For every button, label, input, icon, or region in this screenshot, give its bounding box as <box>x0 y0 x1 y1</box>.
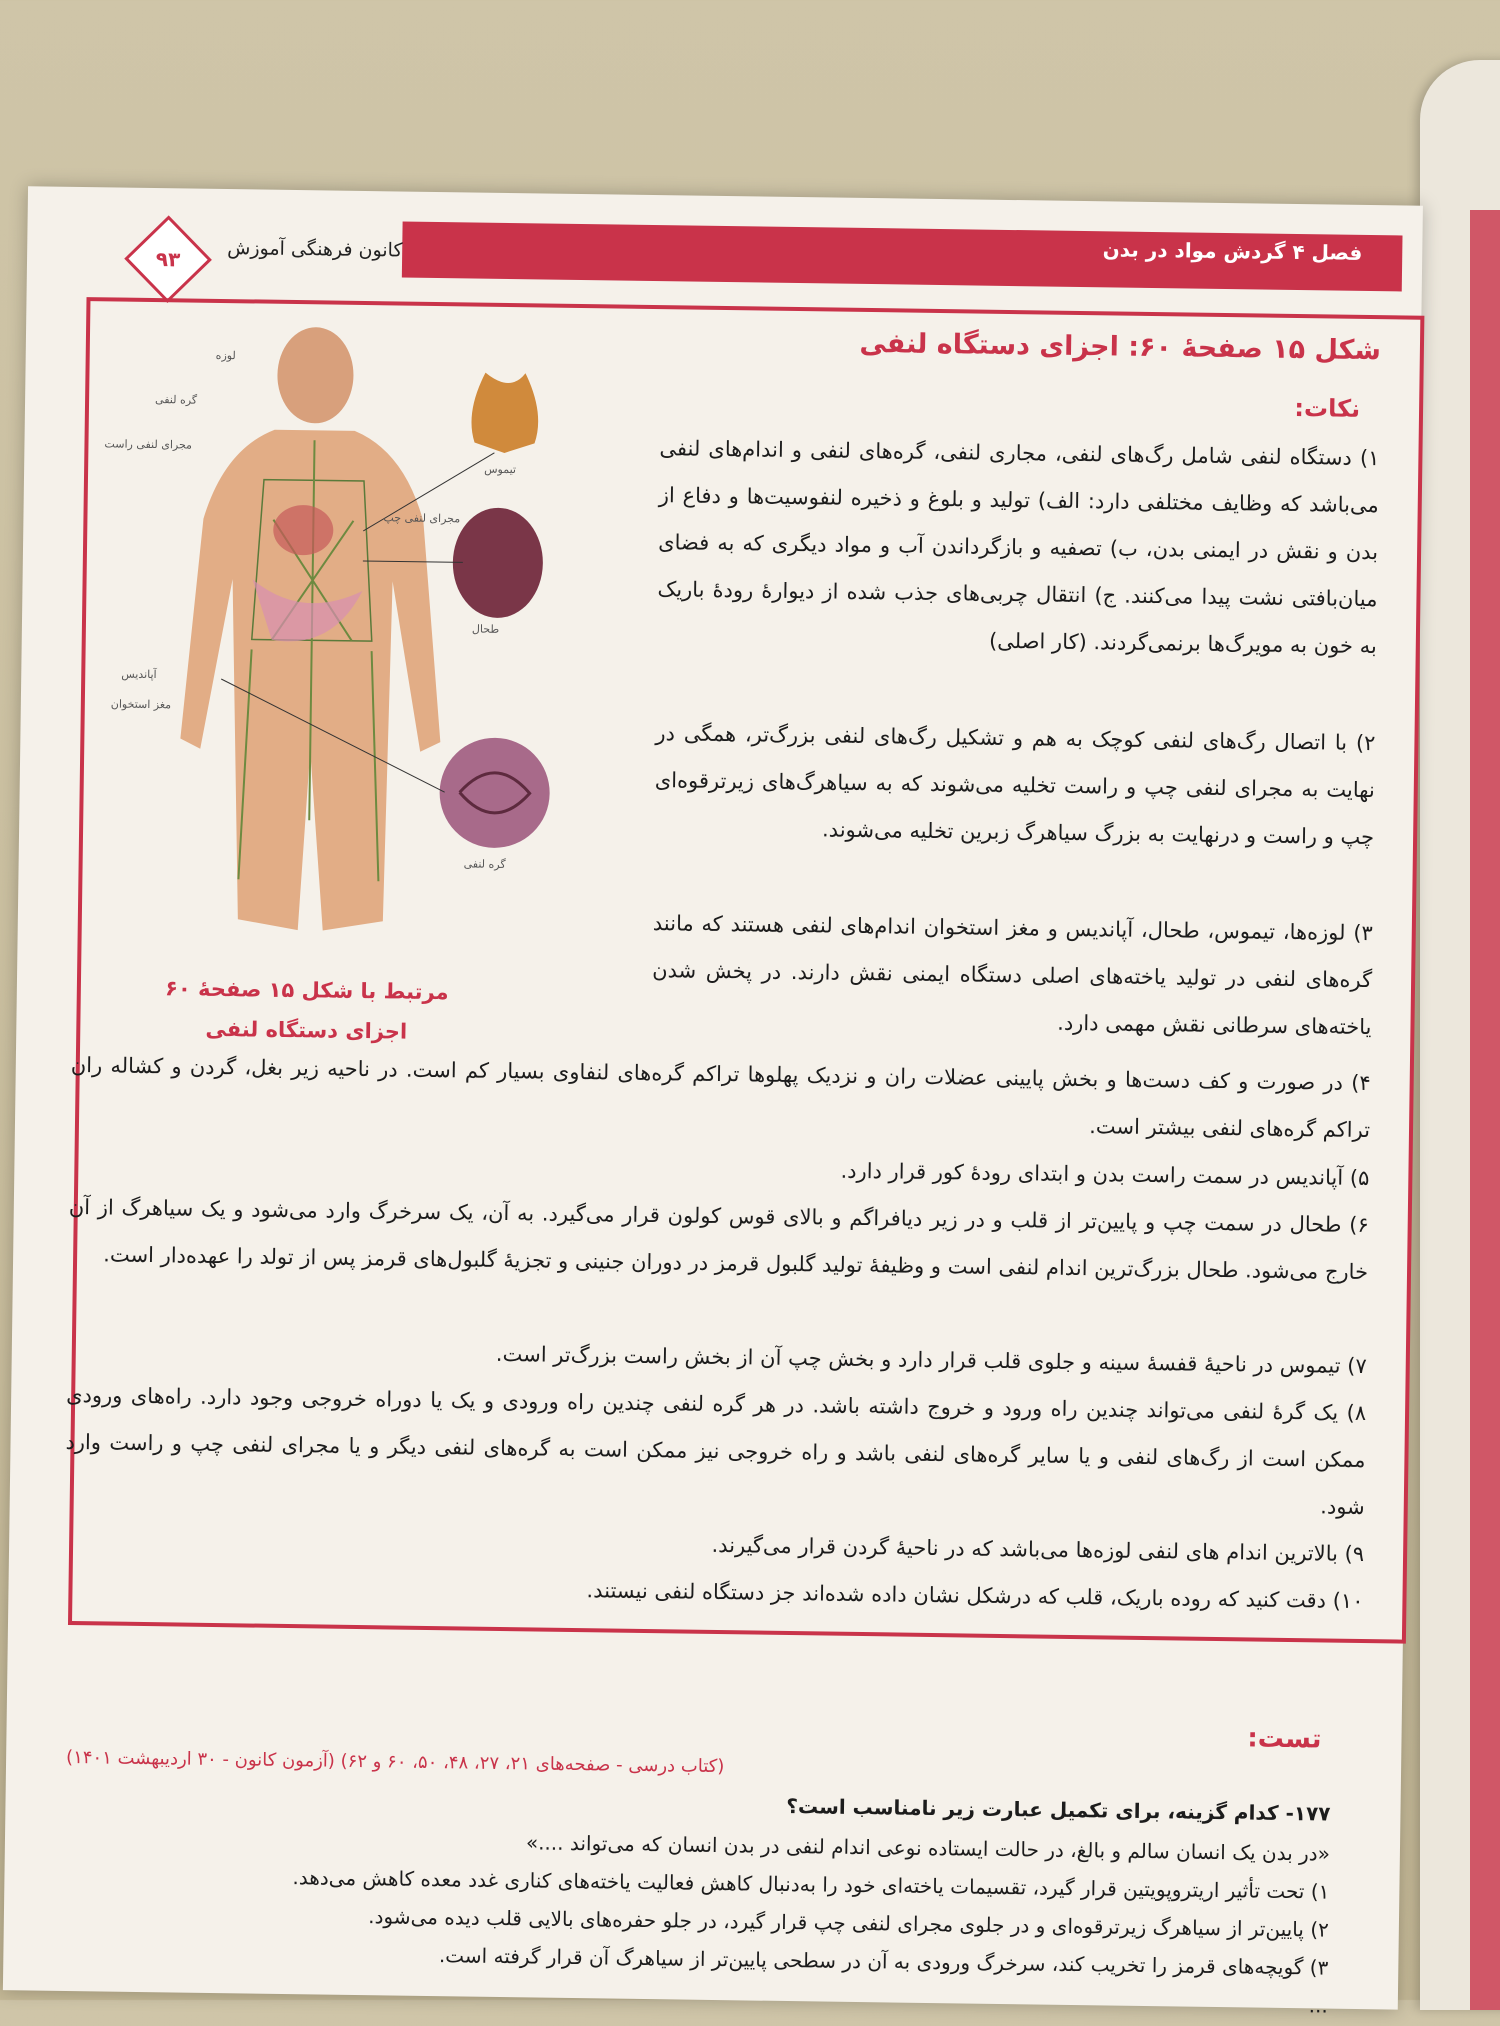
caption-line-2: اجزای دستگاه لنفی <box>205 1016 408 1044</box>
label-thymus: تیموس <box>484 462 517 477</box>
note-8: ۸) یک گرهٔ لنفی می‌تواند چندین راه ورود و خروج داشته باشد. در هر گره لنفی چندین راه ورودی و یک یا دوراه خروجی وجود دارد. راه‌های ورودی ممکن است از رگ‌های لنفی و یا سایر گره‌های لنفی باشد و راه خروجی نیز ممکن است به گره‌های لنفی دیگر و یا مجرای لنفی چپ و راست وارد شود. <box>65 1382 1367 1520</box>
label-lymph-node: گره لنفی <box>463 857 506 871</box>
option-1: ۱) تحت تأثیر اریتروپویتین قرار گیرد، تقسیمات یاخته‌ای خود را به‌دنبال کاهش فعالیت یاخته‌های کناری غدد معده کاهش می‌دهد. <box>292 1865 1330 1904</box>
page-number: ۹۳ <box>155 247 181 272</box>
note-3: ۳) لوزه‌ها، تیموس، طحال، آپاندیس و مغز استخوان اندام‌های لنفی هستند که مانند گره‌های لنفی در تولید یاخته‌های اصلی دستگاه ایمنی نقش دارند. در پخش شدن یاخته‌های سرطانی نقش مهمی دارد. <box>652 911 1373 1040</box>
chapter-title: فصل ۴ گردش مواد در بدن <box>1102 237 1363 265</box>
spleen-illustration <box>452 507 544 618</box>
notes-title: نکات: <box>1294 393 1361 423</box>
label-appendix: آپاندیس <box>121 667 157 682</box>
label-tonsil: لوزه <box>215 348 236 363</box>
label-left-duct: مجرای لنفی چپ <box>383 511 461 526</box>
label-right-duct: مجرای لنفی راست <box>104 437 193 452</box>
label-spleen: طحال <box>471 622 500 636</box>
lymph-node-illustration <box>439 737 551 849</box>
note-7: ۷) تیموس در ناحیهٔ قفسهٔ سینه و جلوی قلب قرار دارد و بخش چپ آن از بخش راست بزرگ‌تر است. <box>495 1341 1367 1379</box>
head-shape <box>277 327 354 424</box>
label-node: گره لنفی <box>155 393 198 407</box>
note-10: ۱۰) دقت کنید که روده باریک، قلب که درشکل نشان داده شده‌اند جز دستگاه لنفی نیستند. <box>586 1578 1364 1614</box>
option-4: ... <box>1308 1993 1328 2018</box>
option-3: ۳) گویچه‌های قرمز را تخریب کند، سرخرگ ورودی به آن در سطحی پایین‌تر از سیاهرگ آن قرار گرفته است. <box>438 1943 1329 1980</box>
test-title: تست: <box>1247 1723 1322 1755</box>
note-5: ۵) آپاندیس در سمت راست بدن و ابتدای رودهٔ کور قرار دارد. <box>840 1158 1370 1191</box>
note-9: ۹) بالاترین اندام های لنفی لوزه‌ها می‌باشد که در ناحیهٔ گردن قرار می‌گیرند. <box>711 1532 1365 1567</box>
question-stem: «در بدن یک انسان سالم و بالغ، در حالت ایستاده نوعی اندام لنفی در بدن انسان که می‌تواند ....» <box>525 1830 1331 1866</box>
question: ۱۷۷- کدام گزینه، برای تکمیل عبارت زیر نامناسب است؟ <box>786 1794 1331 1826</box>
adjacent-page-stripe <box>1470 210 1500 2010</box>
lymphatic-system-illustration <box>98 317 657 945</box>
test-reference: (کتاب درسی - صفحه‌های ۲۱، ۲۷، ۴۸، ۵۰، ۶۰ و ۶۲) (آزمون کانون - ۳۰ اردیبهشت ۱۴۰۱) <box>65 1746 725 1778</box>
note-2: ۲) با اتصال رگ‌های لنفی کوچک به هم و تشکیل رگ‌های لنفی بزرگ‌تر، همگی در نهایت به مجرای لنفی چپ و راست تخلیه می‌شوند که به سیاهرگ‌های زیرترقوه‌ای چپ و راست و درنهایت به بزرگ سیاهرگ زبرین تخلیه می‌شوند. <box>654 721 1376 850</box>
publisher-name: کانون فرهنگی آموزش <box>227 237 403 262</box>
option-2: ۲) پایین‌تر از سیاهرگ زیرترقوه‌ای و در جلوی مجرای لنفی چپ قرار گیرد، در جلو حفره‌های بالایی قلب دیده می‌شود. <box>368 1904 1330 1942</box>
note-1: ۱) دستگاه لنفی شامل رگ‌های لنفی، مجاری لنفی، گره‌های لنفی و اندام‌های لنفی می‌باشد که وظایف مختلفی دارد: الف) تولید و بلوغ و ذخیره لنفوسیت‌ها و دفاع از بدن و نقش در ایمنی بدن، ب) تصفیه و بازگرداندن آب و مواد دیگری که به فضای میان‌بافتی نشت پیدا می‌کنند. ج) انتقال چربی‌های جذب شده از دیوارهٔ رودهٔ باریک به خون به مویرگ‌ها برنمی‌گردند. (کار اصلی) <box>657 436 1380 659</box>
note-6: ۶) طحال در سمت چپ و پایین‌تر از قلب و در زیر دیافراگم و بالای قوس کولون قرار می‌گیرد. به آن، یک سرخرگ وارد می‌شود و یک سیاهرگ از آن خارج می‌شود. طحال بزرگ‌ترین اندام لنفی است و وظیفهٔ تولید گلبول قرمز در دوران جنینی و تجزیهٔ گلبول‌های قرمز پس از تولد را عهده‌دار است. <box>68 1194 1369 1285</box>
caption-line-1: مرتبط با شکل ۱۵ صفحهٔ ۶۰ <box>164 976 449 1005</box>
note-4: ۴) در صورت و کف دست‌ها و بخش پایینی عضلات ران و نزدیک پهلوها تراکم گره‌های لنفاوی بسیار کم است. در ناحیه زیر بغل، گردن و کشاله ران تراکم گره‌های لنفی بیشتر است. <box>70 1052 1371 1143</box>
figure-caption <box>136 968 477 1053</box>
figure-title: شکل ۱۵ صفحهٔ ۶۰: اجزای دستگاه لنفی <box>859 327 1382 367</box>
label-bone-marrow: مغز استخوان <box>110 697 172 712</box>
thymus-illustration <box>471 372 539 453</box>
book-page <box>3 186 1423 2018</box>
adjacent-page <box>1420 60 1500 2010</box>
page-number-badge <box>124 215 212 303</box>
